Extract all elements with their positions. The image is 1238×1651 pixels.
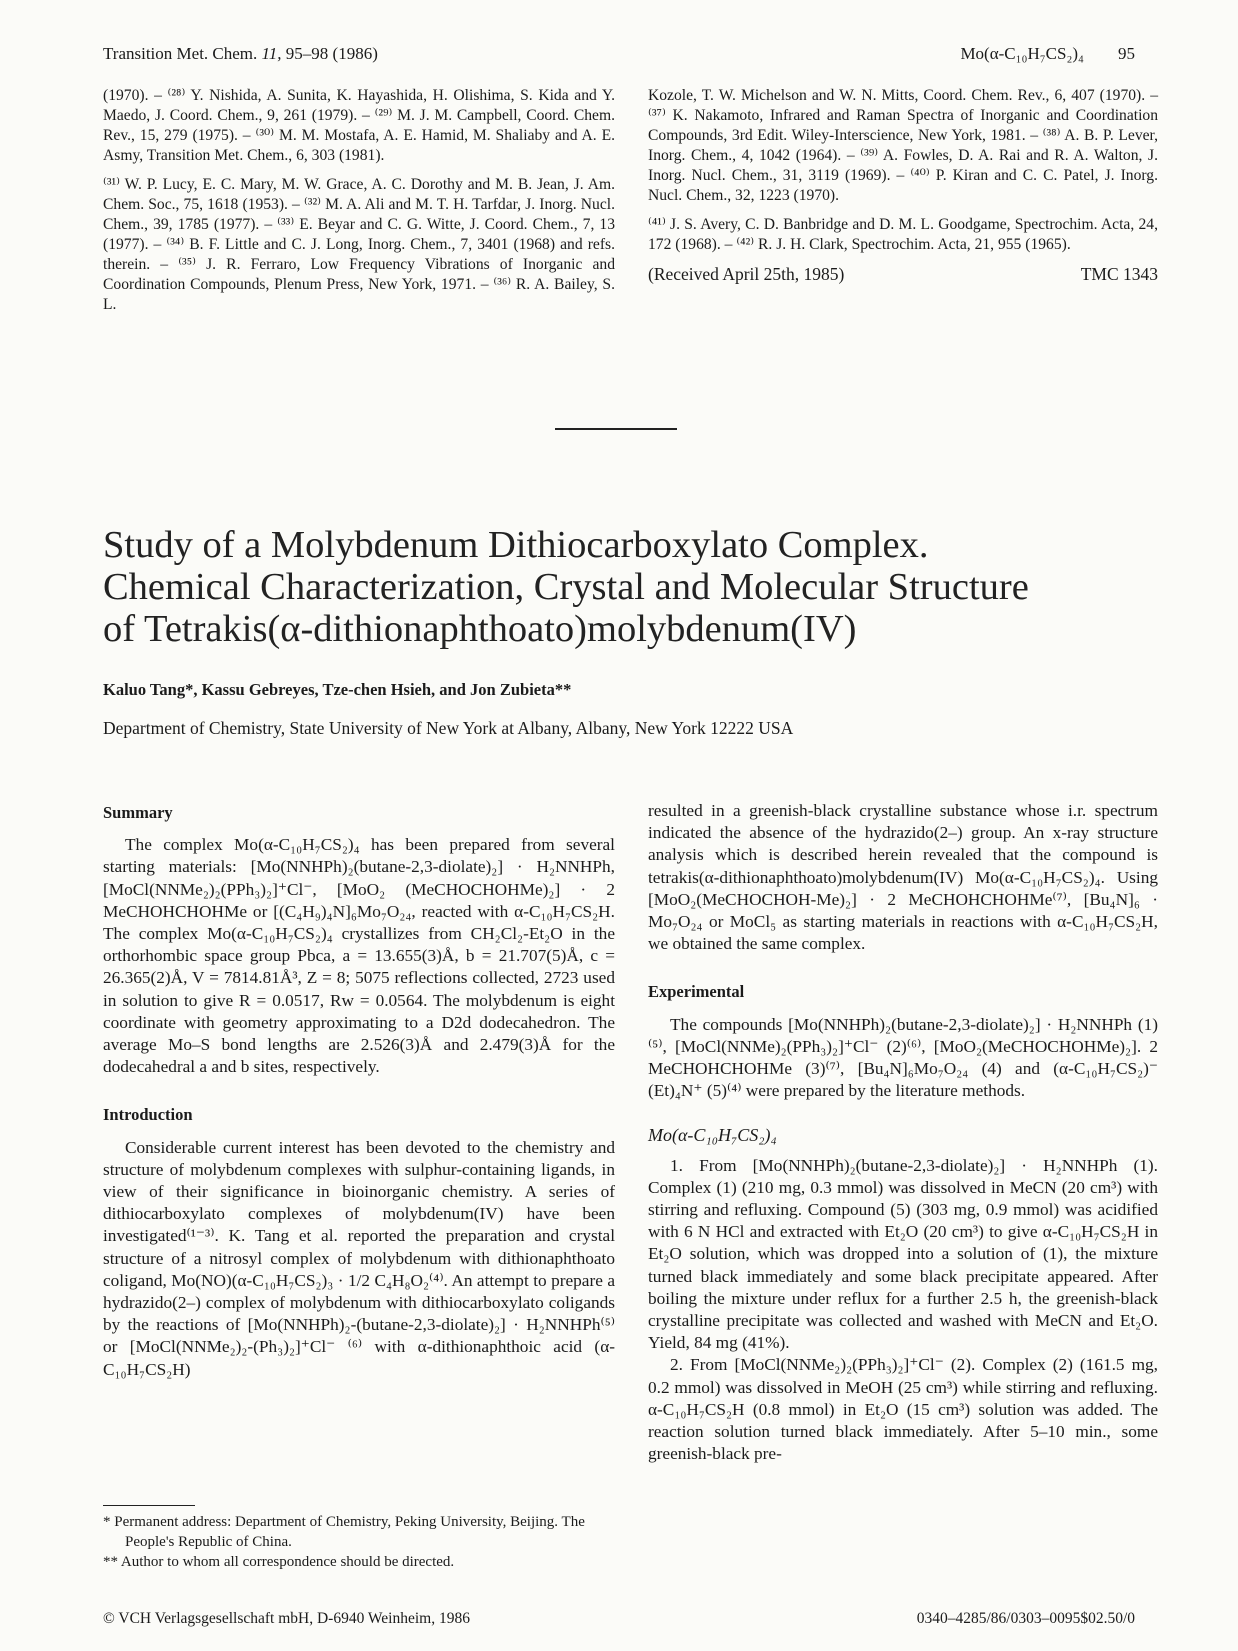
title-line: Study of a Molybdenum Dithiocarboxylato Complex.	[103, 524, 929, 566]
compound-heading: Mo(α-C₁₀H₇CS₂)₄	[648, 1125, 777, 1146]
method-2: 2. From [MoCl(NNMe₂)₂(PPh₃)₂]⁺Cl⁻ (2). Complex (2) (161.5 mg, 0.2 mmol) was dissolved in MeOH (25 cm³) while stirring and refluxing. α-C₁₀H₇CS₂H (0.8 mmol) in Et₂O (15 cm³) solution was added. The reaction solution turned black immediately. After 5–10 min., some greenish-black pre-	[648, 1355, 1158, 1464]
copyright-line: © VCH Verlagsgesellschaft mbH, D-6940 Weinheim, 1986	[103, 1610, 470, 1627]
right-column-body	[648, 800, 1158, 1465]
introduction-text: Considerable current interest has been devoted to the chemistry and structure of molybdenum complexes with sulphur-containing ligands, in view of their significance in bioinorganic chemistry. A series of dithiocarboxylato complexes of molybdenum(IV) have been investigated⁽¹⁻³⁾. K. Tang et al. reported the preparation and crystal structure of a nitrosyl complex of molybdenum with dithionaphthoato coligand, Mo(NO)(α-C₁₀H₇CS₂)₃ · 1/2 C₄H₈O₂⁽⁴⁾. An attempt to prepare a hydrazido(2–) complex of molybdenum with dithiocarboxylato coligands by the reactions of [Mo(NNHPh)₂-(butane-2,3-diolate)₂] · H₂NNHPh⁽⁵⁾ or [MoCl(NNMe₂)₂-(Ph₃)₂]⁺Cl⁻ ⁽⁶⁾ with α-dithionaphthoic acid (α-C₁₀H₇CS₂H)	[103, 1137, 615, 1379]
received-row	[648, 264, 1158, 284]
article-title	[103, 524, 1163, 650]
experimental-heading: Experimental	[648, 982, 745, 1002]
journal-volume: 11,	[261, 44, 282, 63]
journal-name: Transition Met. Chem.	[103, 44, 258, 63]
footnote: ** Author to whom all correspondence should be directed.	[103, 1554, 455, 1570]
title-line: Chemical Characterization, Crystal and Molecular Structure	[103, 566, 1029, 608]
running-short-title: Mo(α-C₁₀H₇CS₂)₄	[960, 44, 1084, 63]
method-1: 1. From [Mo(NNHPh)₂(butane-2,3-diolate)₂] · H₂NNHPh (1). Complex (1) (210 mg, 0.3 mmol) was dissolved in MeCN (20 cm³) with stirring and refluxing. Compound (5) (303 mg, 0.9 mmol) was acidified with 6 N HCl and extracted with Et₂O (20 cm³) to give α-C₁₀H₇CS₂H in Et₂O solution, which was dropped into a solution of (1), the mixture turned black immediately and some black precipitate appeared. After boiling the mixture under reflux for a further 2.5 h, the greenish-black crystalline precipitate was collected and washed with MeCN and Et₂O. Yield, 84 mg (41%).	[648, 1155, 1158, 1353]
introduction-continued: resulted in a greenish-black crystalline substance whose i.r. spectrum indicated the absence of the hydrazido(2–) group. An x-ray structure analysis which is described herein revealed that the compound is tetrakis(α-dithionaphthoato)molybdenum(IV) Mo(α-C₁₀H₇CS₂)₄. Using [MoO₂(MeCHOCHOH-Me)₂] · 2 MeCHOHCHOHMe⁽⁷⁾, [Bu₄N]₆ · Mo₇O₂₄ or MoCl₅ as starting materials in reactions with α-C₁₀H₇CS₂H, we obtained the same complex.	[648, 801, 1158, 954]
references-left-column	[103, 86, 615, 324]
references-right-column	[648, 86, 1158, 284]
page-number: 95	[1118, 44, 1135, 63]
introduction-heading: Introduction	[103, 1105, 193, 1125]
reference-block: ⁽⁴¹⁾ J. S. Avery, C. D. Banbridge and D. M. L. Goodgame, Spectrochim. Acta, 24, 172 (1968). – ⁽⁴²⁾ R. J. H. Clark, Spectrochim. Acta, 21, 955 (1965).	[648, 216, 1158, 253]
footnotes	[103, 1512, 623, 1572]
experimental-text: The compounds [Mo(NNHPh)₂(butane-2,3-diolate)₂] · H₂NNHPh (1)⁽⁵⁾, [MoCl(NNMe)₂(PPh₃)₂]⁺Cl⁻ (2)⁽⁶⁾, [MoO₂(MeCHOCHOHMe)₂]. 2 MeCHOHCHOHMe (3)⁽⁷⁾, [Bu₄N]₆Mo₇O₂₄ (4) and (α-C₁₀H₇CS₂)⁻ (Et)₄N⁺ (5)⁽⁴⁾ were prepared by the literature methods.	[648, 1014, 1158, 1101]
received-date: (Received April 25th, 1985)	[648, 264, 845, 284]
reference-block: ⁽³¹⁾ W. P. Lucy, E. C. Mary, M. W. Grace, A. C. Dorothy and M. B. Jean, J. Am. Chem. Soc., 75, 1618 (1953). – ⁽³²⁾ M. A. Ali and M. T. H. Tarfdar, J. Inorg. Nucl. Chem., 39, 1785 (1977). – ⁽³³⁾ E. Beyar and C. G. Witte, J. Coord. Chem., 7, 13 (1977). – ⁽³⁴⁾ B. F. Little and C. J. Long, Inorg. Chem., 7, 3401 (1968) and refs. therein. – ⁽³⁵⁾ J. R. Ferraro, Low Frequency Vibrations of Inorganic and Coordination Compounds, Plenum Press, New York, 1971. – ⁽³⁶⁾ R. A. Bailey, S. L.	[103, 176, 615, 313]
left-column-body	[103, 802, 615, 1381]
tmc-number: TMC 1343	[1080, 264, 1158, 284]
section-divider	[555, 428, 677, 430]
running-header-right	[960, 44, 1135, 64]
footnote: * Permanent address: Department of Chemistry, Peking University, Beijing. The People's Republic of China.	[103, 1514, 585, 1550]
summary-heading: Summary	[103, 803, 173, 822]
footnote-rule	[103, 1505, 195, 1506]
journal-pages-year: 95–98 (1986)	[285, 44, 378, 63]
title-line: of Tetrakis(α-dithionaphthoato)molybdenum(IV)	[103, 608, 857, 650]
reference-block: Kozole, T. W. Michelson and W. N. Mitts, Coord. Chem. Rev., 6, 407 (1970). – ⁽³⁷⁾ K. Nakamoto, Infrared and Raman Spectra of Inorganic and Coordination Compounds, 3rd Edit. Wiley-Interscience, New York, 1981. – ⁽³⁸⁾ A. B. P. Lever, Inorg. Chem., 4, 1042 (1964). – ⁽³⁹⁾ A. Fowles, D. A. Rai and R. A. Walton, J. Inorg. Nucl. Chem., 31, 3119 (1969). – ⁽⁴⁰⁾ P. Kiran and C. C. Patel, J. Inorg. Nucl. Chem., 32, 1223 (1970).	[648, 87, 1158, 204]
authors: Kaluo Tang*, Kassu Gebreyes, Tze-chen Hsieh, and Jon Zubieta**	[103, 680, 572, 699]
reference-block: (1970). – ⁽²⁸⁾ Y. Nishida, A. Sunita, K. Hayashida, H. Olishima, S. Kida and Y. Maedo, J. Coord. Chem., 9, 261 (1979). – ⁽²⁹⁾ M. J. M. Campbell, Coord. Chem. Rev., 15, 279 (1975). – ⁽³⁰⁾ M. M. Mostafa, A. E. Hamid, M. Shaliaby and A. E. Asmy, Transition Met. Chem., 6, 303 (1981).	[103, 87, 615, 164]
summary-text: The complex Mo(α-C₁₀H₇CS₂)₄ has been prepared from several starting materials: [Mo(NNHPh)₂(butane-2,3-diolate)₂] · H₂NNHPh, [MoCl(NNMe₂)₂(PPh₃)₂]⁺Cl⁻, [MoO₂ (MeCHOCHOHMe)₂] · 2 MeCHOHCHOHMe or [(C₄H₉)₄N]₆Mo₇O₂₄, reacted with α-C₁₀H₇CS₂H. The complex Mo(α-C₁₀H₇CS₂)₄ crystallizes from CH₂Cl₂-Et₂O in the orthorhombic space group Pbca, a = 13.655(3)Å, b = 21.707(5)Å, c = 26.365(2)Å, V = 7814.81Å³, Z = 8; 5075 reflections collected, 2723 used in solution to give R = 0.0517, Rw = 0.0564. The molybdenum is eight coordinate with geometry approximating to a D2d dodecahedron. The average Mo–S bond lengths are 2.526(3)Å and 2.479(3)Å for the dodecahedral a and b sites, respectively.	[103, 835, 615, 1077]
running-header-left	[103, 44, 378, 64]
affiliation: Department of Chemistry, State University of New York at Albany, Albany, New York 12222 USA	[103, 718, 794, 738]
article-code: 0340–4285/86/0303–0095$02.50/0	[916, 1610, 1135, 1627]
